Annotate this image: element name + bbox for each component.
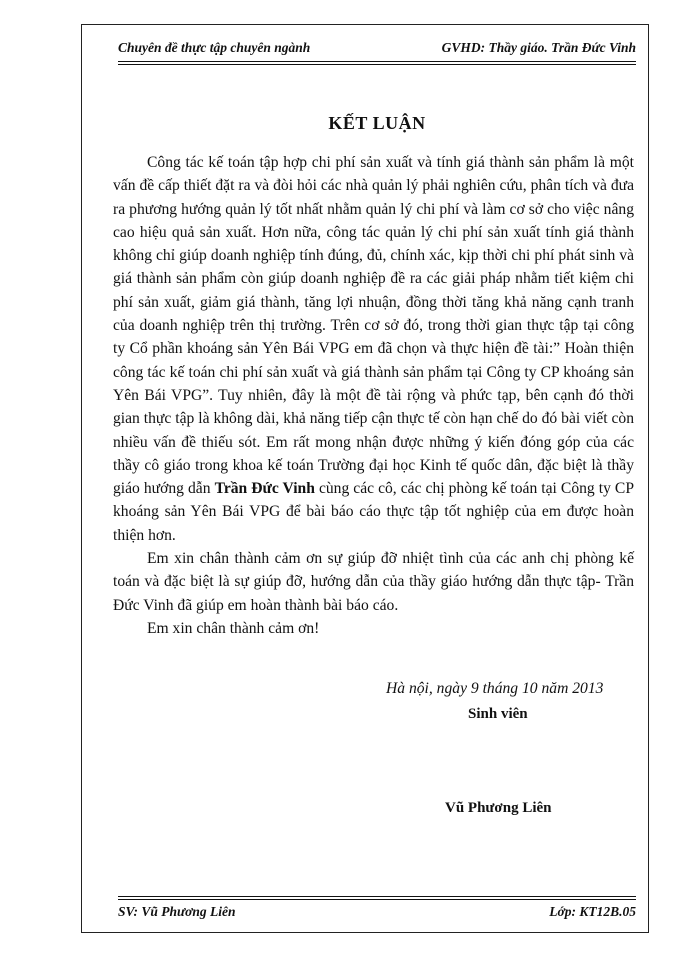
header-rule-bottom [118,64,636,65]
page-title: KẾT LUẬN [328,113,426,133]
signature-name: Vũ Phương Liên [445,800,552,816]
header-right: GVHD: Thầy giáo. Trần Đức Vinh [441,40,636,55]
footer-rule-top [118,896,636,897]
paragraph-1-text: Công tác kế toán tập hợp chi phí sản xuất và tính giá thành sản phẩm là một vấn đề cấp thiết đặt ra và đòi hỏi các nhà quản lý phải nghiên cứu, phân tích và đưa ra phương hướng quản lý tốt nhất nhằm quản lý chi phí và làm cơ sở cho việc nâng cao hiệu quả sản xuất. Hơn nữa, công tác quản lý chi phí sản xuất tính giá thành không chỉ giúp doanh nghiệp tính đúng, đủ, chính xác, kịp thời chi phí phát sinh và giá thành sản phẩm còn giúp doanh nghiệp đề ra các giải pháp nhằm tiết kiệm chi phí sản xuất, giảm giá thành, tăng lợi nhuận, đồng thời tăng khả năng cạnh tranh của doanh nghiệp trên thị trường. Trên cơ sở đó, trong thời gian thực tập tại công ty Cổ phần khoáng sản Yên Bái VPG em đã chọn và thực hiện đề tài:” Hoàn thiện công tác kế toán chi phí sản xuất và giá thành sản phẩm tại Công ty CP khoáng sản Yên Bái VPG”. Tuy nhiên, đây là một đề tài rộng và phức tạp, bên cạnh đó thời gian thực tập là không dài, khả năng tiếp cận thực tế còn hạn chế do đó bài viết còn nhiều vấn đề thiếu sót. Em rất mong nhận được những ý kiến đóng góp của các thầy cô giáo trong khoa kế toán Trường đại học Kinh tế quốc dân, đặc biệt là thầy giáo hướng dẫn [113,154,634,498]
header-left: Chuyên đề thực tập chuyên ngành [118,40,311,55]
document-body [113,151,634,640]
paragraph-1 [113,151,634,547]
paragraph-1-tail: cùng các cô, các chị phòng kế toán tại Công ty CP khoáng sản Yên Bái VPG để bài báo cáo thực tập tốt nghiệp của em được hoàn thiện hơn. [113,480,634,544]
footer-rule-bottom [118,899,636,900]
footer-left: SV: Vũ Phương Liên [118,904,236,919]
advisor-name-bold: Trần Đức Vinh [214,480,315,498]
footer-right: Lớp: KT12B.05 [549,904,636,919]
paragraph-2: Em xin chân thành cảm ơn sự giúp đỡ nhiệt tình của các anh chị phòng kế toán và đặc biệt là sự giúp đỡ, hướng dẫn của thầy giáo hướng dẫn thực tập- Trần Đức Vinh đã giúp em hoàn thành bài báo cáo. [113,550,634,614]
paragraph-3: Em xin chân thành cảm ơn! [147,619,320,637]
header-rule-top [118,61,636,62]
signature-date: Hà nội, ngày 9 tháng 10 năm 2013 [386,680,604,697]
signature-role: Sinh viên [468,706,528,722]
